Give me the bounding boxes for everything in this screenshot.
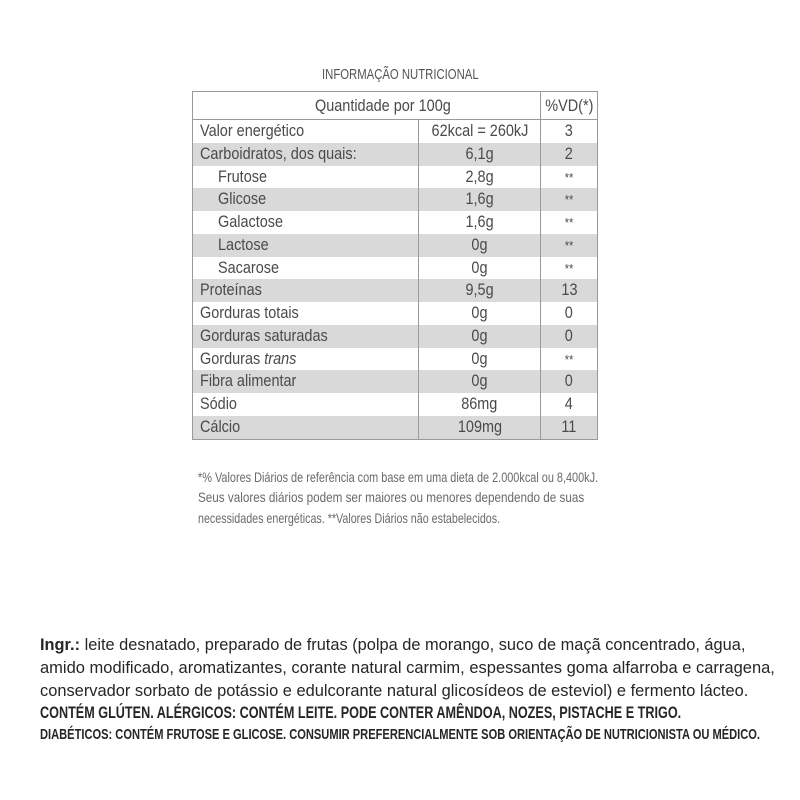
nutrient-name (193, 302, 418, 325)
nutrient-amount-text: 9,5g (465, 280, 494, 300)
allergen-warning (40, 702, 681, 724)
nutrient-dv (540, 120, 597, 143)
nutrient-dv-text: ** (564, 192, 574, 208)
nutrient-amount-text: 0g (471, 257, 488, 277)
nutrient-name (193, 393, 418, 416)
nutrient-amount-text: 0g (471, 325, 488, 345)
nutrient-row (193, 143, 597, 166)
nutrient-dv-text: 13 (560, 280, 578, 300)
nutrient-dv-text: 0 (564, 303, 574, 322)
nutrient-name-text: Fibra alimentar (200, 371, 297, 391)
nutrient-row (193, 234, 597, 257)
nutrient-amount (418, 257, 540, 281)
nutrient-row (193, 120, 597, 143)
ingredients-text (40, 634, 745, 656)
nutrient-name-text: Frutose (218, 166, 267, 186)
nutrient-amount (418, 348, 540, 372)
nutrient-row (193, 416, 597, 439)
ingredients-text: conservador sorbato de potássio e edulcorante natural glicosídeos de esteviol) e fermento lácteo. (40, 681, 749, 700)
diabetic-warning-text: DIABÉTICOS: CONTÉM FRUTOSE E GLICOSE. CONSUMIR PREFERENCIALMENTE SOB ORIENTAÇÃO DE NUTRICIONISTA OU MÉDICO. (40, 726, 760, 743)
header-quantity (193, 92, 540, 120)
diabetic-warning (40, 724, 760, 746)
nutrient-dv (540, 279, 597, 302)
nutrient-amount-text: 0g (471, 234, 488, 254)
nutrient-name (193, 143, 418, 166)
nutrient-row (193, 370, 597, 393)
header-quantity-text: Quantidade por 100g (314, 96, 451, 115)
nutrient-name (193, 370, 418, 393)
nutrient-name-text (200, 348, 296, 371)
nutrient-dv-text: ** (564, 260, 574, 276)
nutrient-name-text: Glicose (218, 189, 267, 209)
ingredients-line (40, 657, 775, 679)
nutrient-dv (540, 393, 597, 416)
nutrient-amount (418, 234, 540, 258)
nutrient-name (193, 234, 418, 258)
nutrient-amount (418, 302, 540, 325)
nutrient-name (193, 257, 418, 281)
nutrient-row (193, 348, 597, 371)
nutrient-name (193, 211, 418, 235)
nutrient-dv-text: 0 (564, 325, 574, 345)
nutrient-dv (540, 234, 597, 258)
nutrient-name-italic: trans (264, 348, 297, 368)
nutrient-row (193, 393, 597, 416)
ingredients-line (40, 680, 748, 702)
nutrient-dv-text: ** (564, 351, 574, 367)
nutrient-dv (540, 302, 597, 325)
nutrient-name (193, 348, 418, 372)
footnote-text: Seus valores diários podem ser maiores ou menores dependendo de suas (198, 489, 585, 505)
nutrient-amount (418, 143, 540, 166)
ingredients-line (40, 634, 745, 656)
footnote-line (198, 487, 584, 507)
nutrient-amount (418, 166, 540, 190)
nutrient-name (193, 188, 418, 212)
nutrient-name-text: Carboidratos, dos quais: (200, 143, 357, 163)
nutrient-row (193, 325, 597, 348)
footnote-text: necessidades energéticas. **Valores Diários não estabelecidos. (198, 510, 501, 526)
nutrient-dv (540, 211, 597, 235)
nutrient-row (193, 166, 597, 189)
nutrient-dv (540, 188, 597, 212)
nutrient-dv-text: 11 (561, 416, 577, 436)
nutrient-name-text: Cálcio (200, 416, 241, 436)
nutrient-amount (418, 416, 540, 439)
nutrient-name (193, 325, 418, 348)
nutrient-dv-text: 2 (564, 143, 574, 163)
nutrient-amount-text: 1,6g (465, 212, 494, 231)
footnote-line (198, 467, 598, 487)
nutrient-dv (540, 348, 597, 372)
nutrient-dv (540, 143, 597, 166)
nutrient-name-main: Gorduras (200, 348, 261, 368)
nutrient-row (193, 279, 597, 302)
nutrient-amount (418, 393, 540, 416)
nutrient-amount (418, 120, 540, 143)
ingredients-text: amido modificado, aromatizantes, corante natural carmim, espessantes goma alfarroba e carragena, (40, 658, 775, 677)
nutrient-dv-text: 4 (564, 394, 574, 413)
nutrient-dv-text: 0 (564, 371, 574, 391)
nutrient-amount-text: 1,6g (465, 189, 494, 209)
footnote-line (198, 508, 500, 528)
footnote-text: *% Valores Diários de referência com base em uma dieta de 2.000kcal ou 8,400kJ. (198, 469, 599, 485)
nutrient-amount-text: 0g (471, 348, 488, 368)
nutrient-amount-text: 6,1g (465, 143, 494, 163)
nutrient-name-text: Lactose (218, 234, 269, 254)
table-header (193, 92, 597, 120)
nutrient-name-text: Sódio (200, 394, 237, 413)
label-title-text: INFORMAÇÃO NUTRICIONAL (322, 66, 479, 83)
nutrient-row (193, 188, 597, 211)
nutrient-row (193, 211, 597, 234)
label-title (322, 66, 479, 84)
nutrient-dv (540, 257, 597, 281)
nutrient-name-text: Gorduras saturadas (200, 325, 328, 345)
nutrient-name-text: Sacarose (218, 257, 280, 277)
header-dv (540, 92, 597, 120)
header-dv-text: %VD(*) (545, 96, 594, 115)
nutrient-name-text: Galactose (218, 212, 284, 231)
nutrient-amount (418, 370, 540, 393)
nutrient-dv-text: 3 (564, 121, 574, 140)
nutrient-name (193, 166, 418, 190)
nutrient-amount (418, 279, 540, 302)
nutrient-amount (418, 211, 540, 235)
nutrient-name-text: Proteínas (200, 280, 262, 300)
nutrient-amount-text: 2,8g (465, 166, 494, 186)
nutrient-amount-text: 62kcal = 260kJ (431, 121, 528, 140)
nutrient-row (193, 302, 597, 325)
nutrient-dv (540, 370, 597, 393)
nutrient-dv-text: ** (564, 169, 574, 185)
nutrient-name (193, 279, 418, 302)
nutrient-amount-text: 0g (471, 371, 488, 391)
nutrient-dv-text: ** (564, 215, 574, 230)
nutrient-amount (418, 325, 540, 348)
nutrient-amount-text: 109mg (457, 416, 502, 436)
nutrient-dv (540, 416, 597, 439)
nutrient-dv (540, 166, 597, 190)
nutrient-amount (418, 188, 540, 212)
nutrition-table (192, 91, 598, 440)
nutrient-name (193, 120, 418, 143)
ingredients-label: Ingr.: (40, 635, 81, 654)
nutrient-name-text: Gorduras totais (200, 303, 299, 322)
nutrient-amount-text: 0g (471, 303, 488, 322)
nutrient-dv-text: ** (564, 237, 574, 253)
nutrient-dv (540, 325, 597, 348)
allergen-warning-text: CONTÉM GLÚTEN. ALÉRGICOS: CONTÉM LEITE. PODE CONTER AMÊNDOA, NOZES, PISTACHE E TRIGO. (40, 704, 682, 722)
nutrient-name-text: Valor energético (200, 121, 305, 140)
ingredients-text-part: leite desnatado, preparado de frutas (polpa de morango, suco de maçã concentrado, água, (84, 635, 746, 654)
nutrient-name (193, 416, 418, 439)
nutrient-row (193, 257, 597, 280)
nutrient-amount-text: 86mg (461, 394, 498, 413)
